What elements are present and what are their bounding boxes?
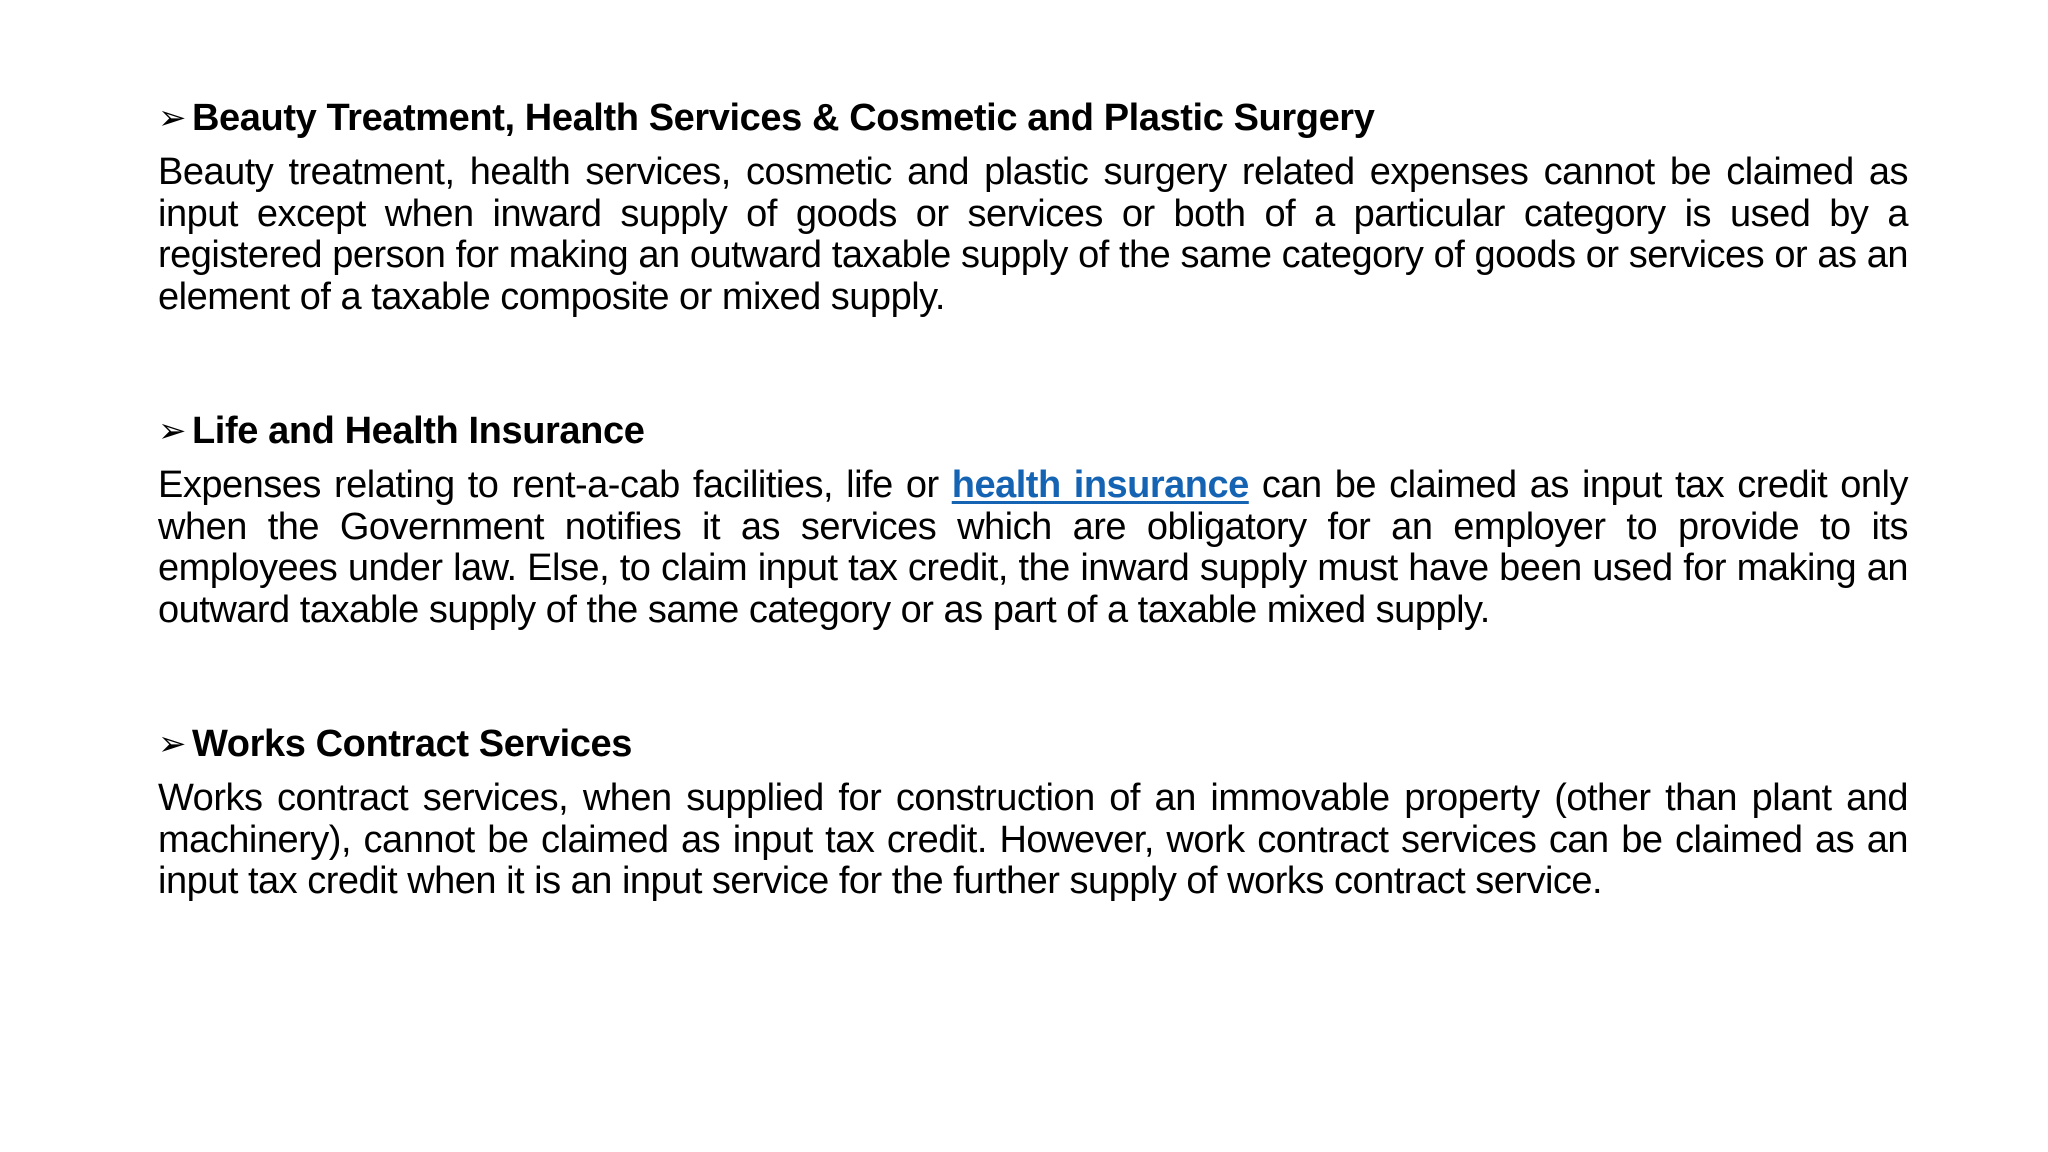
- body-text-before-link: Expenses relating to rent-a-cab facilities, life or: [158, 464, 952, 506]
- section-body: Works contract services, when supplied for construction of an immovable property (other than plant and machinery), cannot be claimed as input tax credit. However, work contract services can be claimed as an input tax credit when it is an input service for the further supply of works contract service.: [158, 777, 1908, 902]
- section-works-contract: [158, 718, 1908, 903]
- arrow-bullet-icon: ➢: [158, 99, 187, 137]
- section-beauty-treatment: [158, 92, 1908, 318]
- heading-text: Beauty Treatment, Health Services & Cosmetic and Plastic Surgery: [192, 97, 1375, 139]
- body-text-after-link: can be claimed as input tax credit only when the Government notifies it as services which are obligatory for an employer to provide to its employees under law. Else, to claim input tax credit, the inward supply must have been used for making an outward taxable supply of the same category or as part of a taxable mixed supply.: [158, 464, 1908, 631]
- section-body: [158, 465, 1908, 631]
- section-heading: [158, 718, 1908, 770]
- arrow-bullet-icon: ➢: [158, 725, 187, 763]
- heading-text: Works Contract Services: [192, 723, 632, 765]
- health-insurance-link[interactable]: health insurance: [951, 464, 1249, 506]
- heading-text: Life and Health Insurance: [192, 410, 645, 452]
- section-life-health-insurance: [158, 405, 1908, 631]
- section-heading: [158, 92, 1908, 144]
- arrow-bullet-icon: ➢: [158, 412, 187, 450]
- section-body: Beauty treatment, health services, cosmetic and plastic surgery related expenses cannot be claimed as input except when inward supply of goods or services or both of a particular category is used by a registered person for making an outward taxable supply of the same category of goods or services or as an element of a taxable composite or mixed supply.: [158, 151, 1908, 318]
- section-heading: [158, 405, 1908, 457]
